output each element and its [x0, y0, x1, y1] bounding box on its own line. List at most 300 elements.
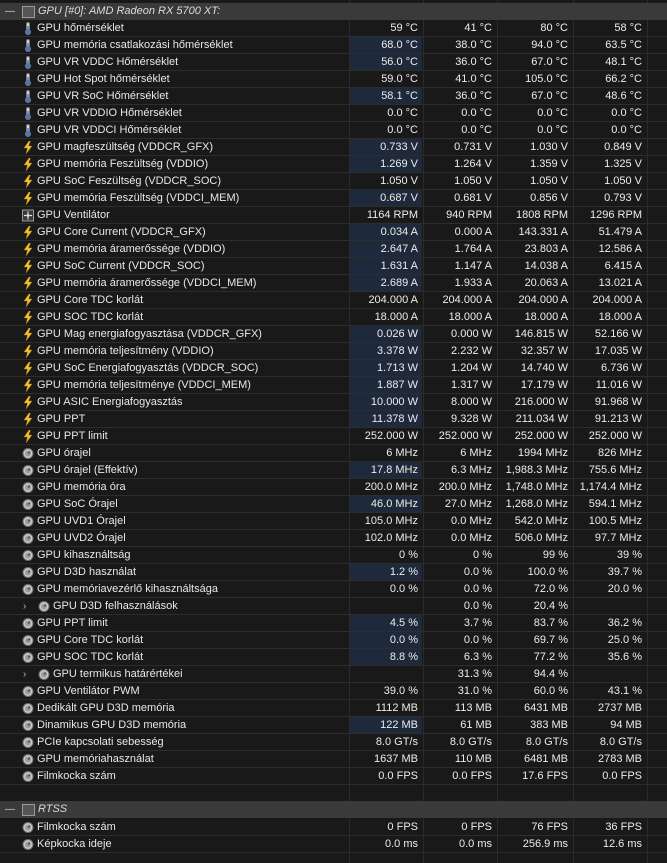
- current-value: 1.713 W: [350, 360, 422, 376]
- max-value: 1,268.0 MHz: [505, 498, 568, 510]
- max-value: 94.4 %: [533, 668, 568, 680]
- average-value: 17.035 W: [594, 345, 642, 357]
- sensor-row[interactable]: [0, 292, 667, 309]
- sensor-row[interactable]: [0, 343, 667, 360]
- max-value: 542.0 MHz: [514, 515, 568, 527]
- sensor-label: GPU memória csatlakozási hőmérséklet: [37, 39, 233, 51]
- max-value: 14.038 A: [524, 260, 568, 272]
- lightning-icon: [22, 362, 34, 375]
- min-value: 6.3 MHz: [451, 464, 492, 476]
- min-value: 9.328 W: [451, 413, 492, 425]
- lightning-icon: [22, 430, 34, 443]
- current-value: 2.647 A: [350, 241, 422, 257]
- average-value: 63.5 °C: [605, 39, 642, 51]
- sensor-row[interactable]: [0, 54, 667, 71]
- current-value: 1112 MB: [375, 702, 418, 714]
- average-value: 12.6 ms: [602, 838, 642, 850]
- average-value: 755.6 MHz: [588, 464, 642, 476]
- gauge-icon: [22, 719, 34, 732]
- max-value: 383 MB: [530, 719, 568, 731]
- sensor-row[interactable]: [0, 173, 667, 190]
- sensor-label: GPU D3D használat: [37, 566, 137, 578]
- lightning-icon: [22, 243, 34, 256]
- average-value: 12.586 A: [598, 243, 642, 255]
- sensor-row[interactable]: [0, 751, 667, 768]
- sensor-row[interactable]: [0, 105, 667, 122]
- average-value: 48.6 °C: [605, 90, 642, 102]
- current-value: 1637 MB: [373, 753, 418, 765]
- sensor-label: GPU VR SoC Hőmérséklet: [37, 90, 169, 102]
- sensor-row[interactable]: [0, 360, 667, 377]
- min-value: 0.0 °C: [461, 124, 492, 136]
- sensor-label: GPU memória Feszültség (VDDIO): [37, 158, 209, 170]
- fan-icon: [22, 209, 34, 222]
- min-value: 0.000 A: [454, 226, 492, 238]
- sensor-label: GPU Hot Spot hőmérséklet: [37, 73, 170, 85]
- sensor-row[interactable]: [0, 615, 667, 632]
- min-value: 2.232 W: [451, 345, 492, 357]
- max-value: 6431 MB: [523, 702, 568, 714]
- gauge-icon: [22, 770, 34, 783]
- current-value: 200.0 MHz: [364, 481, 418, 493]
- gauge-icon: [22, 583, 34, 596]
- max-value: 143.331 A: [518, 226, 568, 238]
- current-value: 0 FPS: [387, 821, 418, 833]
- lightning-icon: [22, 277, 34, 290]
- gauge-icon: [38, 668, 50, 681]
- min-value: 31.0 %: [457, 685, 492, 697]
- sensor-row[interactable]: [0, 190, 667, 207]
- current-value: 204.000 A: [368, 294, 418, 306]
- min-value: 1.050 V: [454, 175, 492, 187]
- gauge-icon: [22, 532, 34, 545]
- sensor-row[interactable]: [0, 819, 667, 836]
- sensor-row[interactable]: [0, 530, 667, 547]
- average-value: 594.1 MHz: [588, 498, 642, 510]
- expand-chevron-icon[interactable]: ›: [23, 601, 27, 612]
- sensor-label: GPU ASIC Energiafogyasztás: [37, 396, 183, 408]
- current-value: 0.0 FPS: [378, 770, 418, 782]
- thermometer-icon: [22, 73, 34, 86]
- sensor-label: GPU memória Feszültség (VDDCI_MEM): [37, 192, 240, 204]
- thermometer-icon: [22, 22, 34, 35]
- average-value: 2783 MB: [597, 753, 642, 765]
- sensor-label: GPU SoC Energiafogyasztás (VDDCR_SOC): [37, 362, 259, 374]
- min-value: 1.764 A: [454, 243, 492, 255]
- max-value: 6481 MB: [523, 753, 568, 765]
- current-value: 46.0 MHz: [350, 496, 422, 512]
- min-value: 6.3 %: [463, 651, 492, 663]
- average-value: 0.0 FPS: [602, 770, 642, 782]
- sensor-row[interactable]: [0, 139, 667, 156]
- sensor-label: GPU SOC TDC korlát: [37, 651, 144, 663]
- sensor-label: GPU Core TDC korlát: [37, 294, 144, 306]
- max-value: 17.179 W: [520, 379, 568, 391]
- sensor-label: Filmkocka szám: [37, 770, 116, 782]
- current-value: 11.378 W: [350, 411, 422, 427]
- min-value: 0.0 %: [463, 566, 492, 578]
- min-value: 1.264 V: [454, 158, 492, 170]
- gauge-icon: [22, 821, 34, 834]
- sensor-row[interactable]: [0, 547, 667, 564]
- average-value: 204.000 A: [592, 294, 642, 306]
- lightning-icon: [22, 158, 34, 171]
- max-value: 1994 MHz: [517, 447, 568, 459]
- sensor-row[interactable]: [0, 632, 667, 649]
- group-header-gpu[interactable]: [0, 3, 667, 20]
- lightning-icon: [22, 413, 34, 426]
- max-value: 105.0 °C: [525, 73, 568, 85]
- average-value: 1296 RPM: [590, 209, 642, 221]
- sensor-row[interactable]: [0, 513, 667, 530]
- current-value: 1.887 W: [350, 377, 422, 393]
- sensor-label: GPU memória teljesítmény (VDDIO): [37, 345, 214, 357]
- max-value: 20.063 A: [524, 277, 568, 289]
- gauge-icon: [22, 702, 34, 715]
- current-value: 1.050 V: [380, 175, 418, 187]
- current-value: 58.1 °C: [350, 88, 422, 104]
- current-value: 0.0 %: [389, 583, 418, 595]
- average-value: 48.1 °C: [605, 56, 642, 68]
- current-value: 0.733 V: [350, 139, 422, 155]
- sensor-row[interactable]: [0, 700, 667, 717]
- max-value: 204.000 A: [518, 294, 568, 306]
- sensor-label: GPU memória óra: [37, 481, 126, 493]
- sensor-label: Filmkocka szám: [37, 821, 116, 833]
- min-value: 940 RPM: [446, 209, 492, 221]
- current-value: 8.0 GT/s: [375, 736, 418, 748]
- average-value: 36 FPS: [605, 821, 642, 833]
- gauge-icon: [22, 481, 34, 494]
- sensor-row[interactable]: [0, 326, 667, 343]
- max-value: 0.856 V: [530, 192, 568, 204]
- sensor-label: Dinamikus GPU D3D memória: [37, 719, 187, 731]
- min-value: 0.0 MHz: [451, 532, 492, 544]
- max-value: 100.0 %: [527, 566, 568, 578]
- min-value: 0.0 °C: [461, 107, 492, 119]
- sensor-row[interactable]: [0, 836, 667, 853]
- gpu-chip-icon: [22, 6, 35, 18]
- min-value: 0.0 %: [463, 600, 492, 612]
- gauge-icon: [22, 549, 34, 562]
- sensor-label: GPU PPT limit: [37, 617, 108, 629]
- max-value: 32.357 W: [520, 345, 568, 357]
- sensor-label: GPU PPT limit: [37, 430, 108, 442]
- current-value: 10.000 W: [350, 394, 422, 410]
- average-value: 13.021 A: [598, 277, 642, 289]
- average-value: 100.5 MHz: [588, 515, 642, 527]
- average-value: 66.2 °C: [605, 73, 642, 85]
- sensor-label: GPU hőmérséklet: [37, 22, 124, 34]
- average-value: 826 MHz: [597, 447, 642, 459]
- sensor-label: GPU órajel: [37, 447, 91, 459]
- sensor-row[interactable]: [0, 241, 667, 258]
- lightning-icon: [22, 311, 34, 324]
- min-value: 0.731 V: [454, 141, 492, 153]
- min-value: 110 MB: [454, 753, 492, 765]
- average-value: 0.849 V: [604, 141, 642, 153]
- average-value: 52.166 W: [594, 328, 642, 340]
- sensor-label: GPU Mag energiafogyasztása (VDDCR_GFX): [37, 328, 262, 340]
- current-value: 0.0 °C: [387, 124, 418, 136]
- lightning-icon: [22, 328, 34, 341]
- max-value: 83.7 %: [533, 617, 568, 629]
- thermometer-icon: [22, 56, 34, 69]
- min-value: 1.147 A: [454, 260, 492, 272]
- max-value: 67.0 °C: [531, 56, 568, 68]
- sensor-row[interactable]: [0, 394, 667, 411]
- average-value: [574, 666, 646, 682]
- current-value: 56.0 °C: [350, 54, 422, 70]
- average-value: 91.213 W: [594, 413, 642, 425]
- average-value: 6.736 W: [601, 362, 642, 374]
- average-value: 11.016 W: [595, 379, 642, 391]
- current-value: 39.0 %: [383, 685, 418, 697]
- current-value: 0.0 ms: [384, 838, 418, 850]
- lightning-icon: [22, 294, 34, 307]
- lightning-icon: [22, 175, 34, 188]
- collapse-icon[interactable]: —: [5, 6, 15, 17]
- average-value: 25.0 %: [607, 634, 642, 646]
- min-value: 113 MB: [454, 702, 492, 714]
- gauge-icon: [22, 651, 34, 664]
- sensor-label: GPU UVD1 Órajel: [37, 515, 126, 527]
- sensor-row[interactable]: [0, 207, 667, 224]
- lightning-icon: [22, 396, 34, 409]
- lightning-icon: [22, 260, 34, 273]
- sensor-row[interactable]: [0, 71, 667, 88]
- current-value: 0 %: [399, 549, 418, 561]
- current-value: 1.2 %: [350, 564, 422, 580]
- current-value: 8.8 %: [350, 649, 422, 665]
- average-value: 2737 MB: [597, 702, 642, 714]
- gauge-icon: [22, 736, 34, 749]
- current-value: 4.5 %: [350, 615, 422, 631]
- sensor-label: GPU SoC Órajel: [37, 498, 118, 510]
- average-value: 18.000 A: [598, 311, 642, 323]
- max-value: 1808 RPM: [516, 209, 568, 221]
- min-value: 0 %: [473, 549, 492, 561]
- sensor-label: GPU SoC Current (VDDCR_SOC): [37, 260, 205, 272]
- max-value: 23.803 A: [524, 243, 568, 255]
- max-value: 80 °C: [540, 22, 568, 34]
- sensor-row[interactable]: [0, 649, 667, 666]
- sensor-label: GPU PPT: [37, 413, 86, 425]
- min-value: 0.0 %: [463, 634, 492, 646]
- sensor-label: GPU memóriavezérlő kihasználtsága: [37, 583, 218, 595]
- current-value: [350, 666, 422, 682]
- max-value: 17.6 FPS: [522, 770, 568, 782]
- min-value: 8.000 W: [451, 396, 492, 408]
- sensor-row[interactable]: [0, 666, 667, 683]
- current-value: 18.000 A: [374, 311, 418, 323]
- current-value: 252.000 W: [364, 430, 418, 442]
- average-value: 39.7 %: [607, 566, 642, 578]
- sensor-label: GPU D3D felhasználások: [53, 600, 178, 612]
- sensor-label: GPU memóriahasználat: [37, 753, 154, 765]
- sensor-row[interactable]: [0, 768, 667, 785]
- sensor-row[interactable]: [0, 496, 667, 513]
- min-value: 0.0 MHz: [451, 515, 492, 527]
- max-value: 216.000 W: [514, 396, 568, 408]
- max-value: 60.0 %: [533, 685, 568, 697]
- current-value: 2.689 A: [350, 275, 422, 291]
- min-value: 36.0 °C: [455, 56, 492, 68]
- max-value: 146.815 W: [514, 328, 568, 340]
- max-value: 252.000 W: [514, 430, 568, 442]
- current-value: 0.0 °C: [387, 107, 418, 119]
- current-value: 6 MHz: [386, 447, 418, 459]
- min-value: 1.204 W: [451, 362, 492, 374]
- thermometer-icon: [22, 39, 34, 52]
- min-value: 61 MB: [460, 719, 492, 731]
- max-value: 14.740 W: [520, 362, 568, 374]
- average-value: 43.1 %: [607, 685, 642, 697]
- sensor-label: GPU Core TDC korlát: [37, 634, 144, 646]
- collapse-icon[interactable]: —: [5, 804, 15, 815]
- average-value: 39 %: [616, 549, 642, 561]
- sensor-row[interactable]: [0, 309, 667, 326]
- lightning-icon: [22, 379, 34, 392]
- sensor-label: GPU UVD2 Órajel: [37, 532, 126, 544]
- gauge-icon: [22, 685, 34, 698]
- sensor-label: GPU Ventilátor: [37, 209, 110, 221]
- max-value: 1.030 V: [530, 141, 568, 153]
- sensor-row[interactable]: [0, 122, 667, 139]
- sensor-label: GPU órajel (Effektív): [37, 464, 138, 476]
- average-value: 1.050 V: [604, 175, 642, 187]
- sensor-label: GPU SOC TDC korlát: [37, 311, 144, 323]
- row-separator: [0, 852, 667, 853]
- max-value: 1.359 V: [530, 158, 568, 170]
- current-value: 68.0 °C: [350, 37, 422, 53]
- lightning-icon: [22, 192, 34, 205]
- sensor-row[interactable]: [0, 683, 667, 700]
- min-value: 38.0 °C: [455, 39, 492, 51]
- sensor-row[interactable]: [0, 717, 667, 734]
- average-value: 252.000 W: [588, 430, 642, 442]
- sensor-row[interactable]: [0, 20, 667, 37]
- current-value: 122 MB: [350, 717, 422, 733]
- sensor-label: GPU VR VDDCI Hőmérséklet: [37, 124, 182, 136]
- max-value: 256.9 ms: [522, 838, 568, 850]
- min-value: 3.7 %: [463, 617, 492, 629]
- average-value: 20.0 %: [607, 583, 642, 595]
- max-value: 0.0 °C: [537, 124, 568, 136]
- sensor-label: GPU termikus határértékei: [53, 668, 183, 680]
- sensor-row[interactable]: [0, 564, 667, 581]
- thermometer-icon: [22, 124, 34, 137]
- min-value: 0.0 ms: [458, 838, 492, 850]
- current-value: 0.034 A: [350, 224, 422, 240]
- sensor-row[interactable]: [0, 428, 667, 445]
- sensor-label: GPU Core Current (VDDCR_GFX): [37, 226, 206, 238]
- current-value: 1164 RPM: [366, 209, 418, 221]
- average-value: 35.6 %: [607, 651, 642, 663]
- max-value: 18.000 A: [524, 311, 568, 323]
- max-value: 1,988.3 MHz: [505, 464, 568, 476]
- group-header-rtss[interactable]: [0, 801, 667, 818]
- sensor-label: GPU VR VDDC Hőmérséklet: [37, 56, 179, 68]
- min-value: 204.000 A: [442, 294, 492, 306]
- sensor-row[interactable]: [0, 258, 667, 275]
- sensor-row[interactable]: [0, 275, 667, 292]
- current-value: 17.8 MHz: [350, 462, 422, 478]
- group-title: GPU [#0]: AMD Radeon RX 5700 XT:: [38, 5, 221, 17]
- average-value: 6.415 A: [604, 260, 642, 272]
- average-value: [574, 598, 646, 614]
- sensor-row[interactable]: [0, 462, 667, 479]
- min-value: 36.0 °C: [455, 90, 492, 102]
- sensor-label: Képkocka ideje: [37, 838, 112, 850]
- sensor-row[interactable]: [0, 734, 667, 751]
- max-value: 69.7 %: [533, 634, 568, 646]
- sensor-row[interactable]: [0, 377, 667, 394]
- gauge-icon: [38, 600, 50, 613]
- sensor-label: GPU kihasználtság: [37, 549, 131, 561]
- max-value: 506.0 MHz: [514, 532, 568, 544]
- sensor-row[interactable]: [0, 479, 667, 496]
- current-value: 3.378 W: [350, 343, 422, 359]
- min-value: 1.933 A: [454, 277, 492, 289]
- sensor-row[interactable]: [0, 88, 667, 105]
- min-value: 1.317 W: [451, 379, 492, 391]
- min-value: 18.000 A: [448, 311, 492, 323]
- current-value: 0.687 V: [350, 190, 422, 206]
- average-value: 0.0 °C: [611, 107, 642, 119]
- max-value: 76 FPS: [531, 821, 568, 833]
- lightning-icon: [22, 141, 34, 154]
- min-value: 0.681 V: [454, 192, 492, 204]
- current-value: 105.0 MHz: [364, 515, 418, 527]
- thermometer-icon: [22, 107, 34, 120]
- expand-chevron-icon[interactable]: ›: [23, 669, 27, 680]
- min-value: 0.0 %: [463, 583, 492, 595]
- gauge-icon: [22, 464, 34, 477]
- sensor-label: GPU magfeszültség (VDDCR_GFX): [37, 141, 214, 153]
- sensor-row[interactable]: [0, 445, 667, 462]
- sensor-row[interactable]: [0, 37, 667, 54]
- min-value: 31.3 %: [457, 668, 492, 680]
- max-value: 20.4 %: [533, 600, 568, 612]
- sensor-row[interactable]: [0, 411, 667, 428]
- gauge-icon: [22, 498, 34, 511]
- sensor-label: Dedikált GPU D3D memória: [37, 702, 175, 714]
- current-value: [350, 598, 422, 614]
- sensor-row[interactable]: [0, 224, 667, 241]
- average-value: 8.0 GT/s: [599, 736, 642, 748]
- sensor-row[interactable]: [0, 598, 667, 615]
- max-value: 211.034 W: [515, 413, 568, 425]
- gauge-icon: [22, 838, 34, 851]
- min-value: 0 FPS: [461, 821, 492, 833]
- rtss-chip-icon: [22, 804, 35, 816]
- min-value: 41.0 °C: [455, 73, 492, 85]
- average-value: 51.479 A: [598, 226, 642, 238]
- average-value: 1,174.4 MHz: [579, 481, 642, 493]
- gauge-icon: [22, 634, 34, 647]
- thermometer-icon: [22, 90, 34, 103]
- max-value: 1.050 V: [530, 175, 568, 187]
- current-value: 0.026 W: [350, 326, 422, 342]
- max-value: 94.0 °C: [531, 39, 568, 51]
- max-value: 77.2 %: [533, 651, 568, 663]
- average-value: 58 °C: [614, 22, 642, 34]
- sensor-row[interactable]: [0, 156, 667, 173]
- average-value: 0.793 V: [604, 192, 642, 204]
- max-value: 99 %: [542, 549, 568, 561]
- sensor-row[interactable]: [0, 581, 667, 598]
